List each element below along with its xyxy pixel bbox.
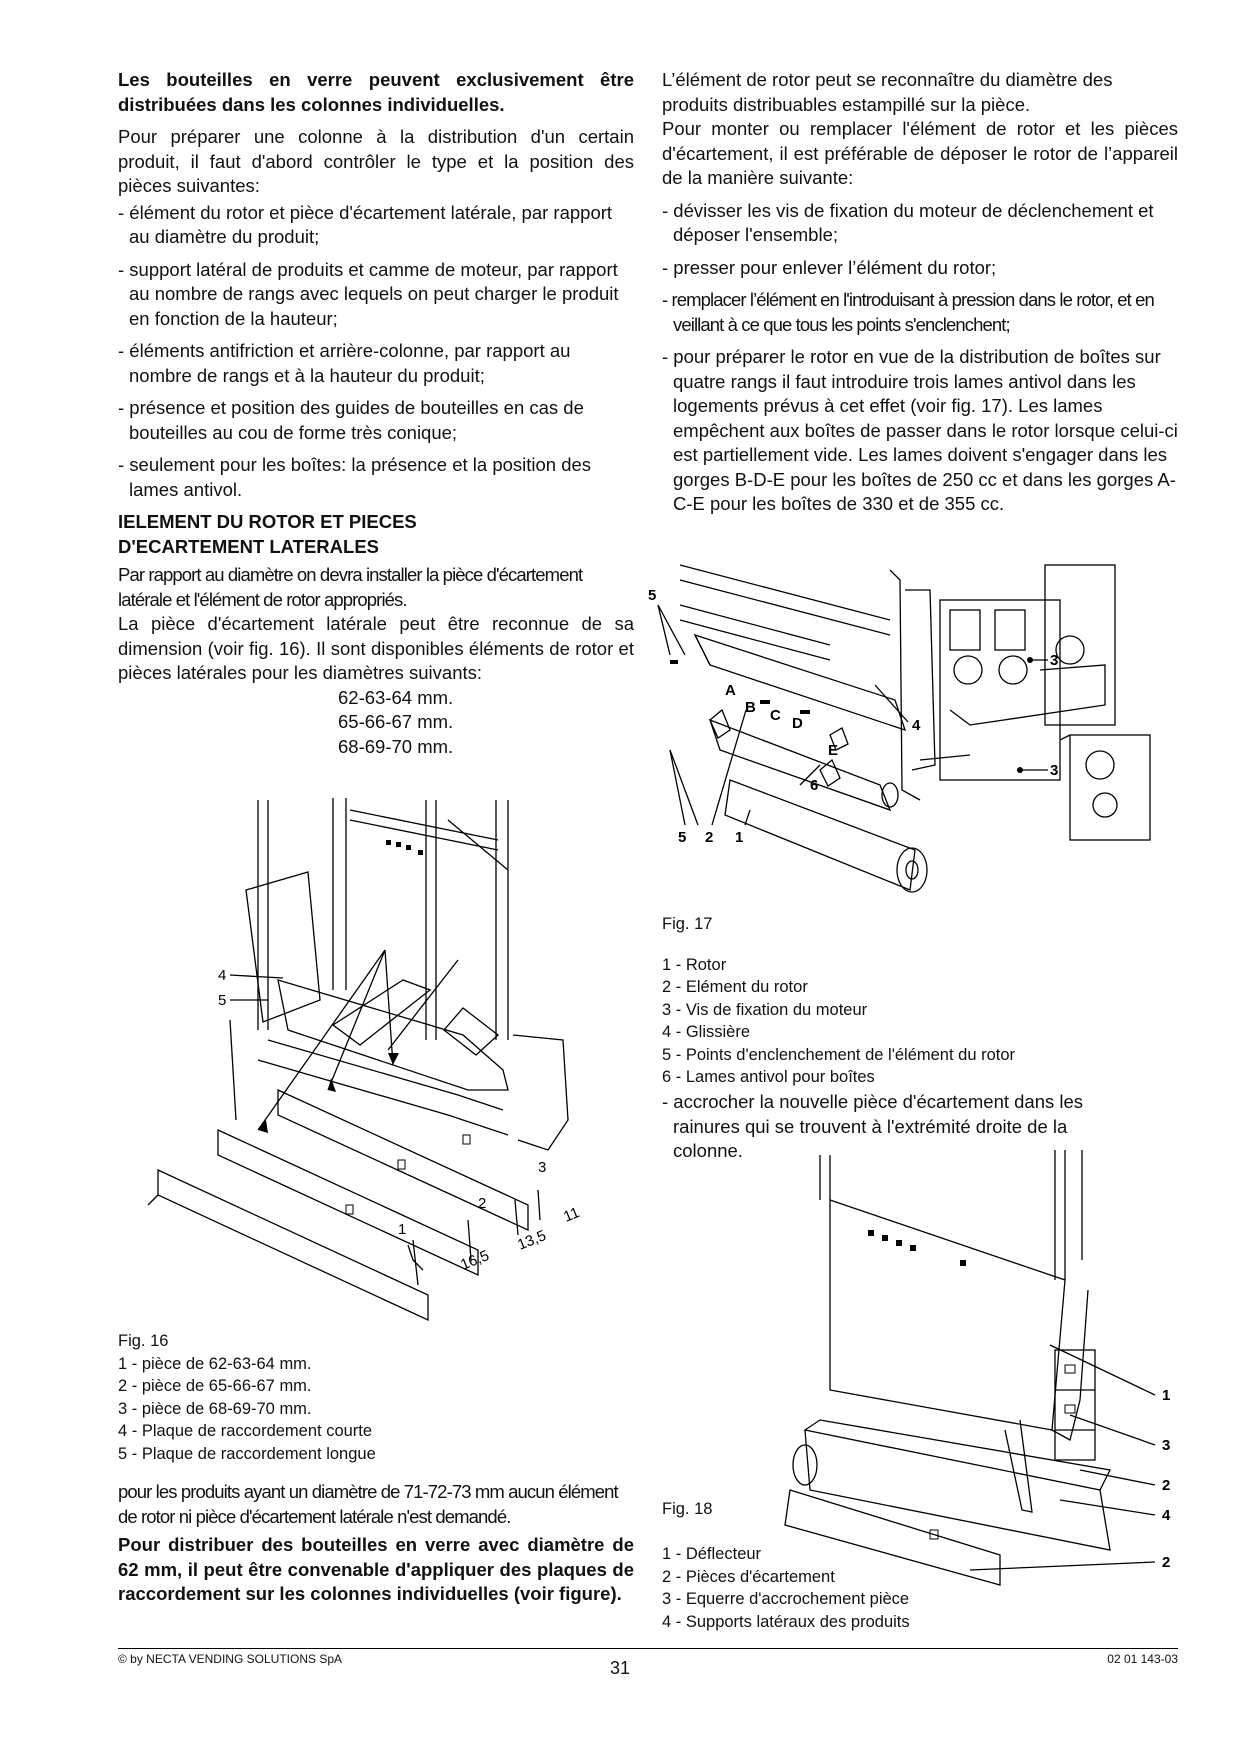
fig17-callout-3-bottom: 3 [1050,762,1059,779]
fig16-callout-3: 3 [538,1159,547,1176]
figure-17-legend [662,913,1122,1089]
legend-item: 3 - pièce de 68-69-70 mm. [118,1399,312,1418]
fig18-callout-3: 3 [1162,1437,1171,1454]
fig17-callout-5-bottom: 5 [678,829,687,846]
figure-16-label: Fig. 16 [118,1332,169,1350]
size-item: 65-66-67 mm. [338,711,454,732]
footer-copyright: © by NECTA VENDING SOLUTIONS SpA [118,1652,343,1666]
legend-item: 1 - Déflecteur [662,1545,762,1563]
bullet-item: - élément du rotor et pièce d'écartement latérale, par rapport au diamètre du produit; [118,201,613,247]
left-bottom-text [118,1480,634,1607]
figure-18-legend [662,1543,1002,1633]
fig18-callout-4: 4 [1162,1507,1171,1524]
bullet-item: - dévisser les vis de fixation du moteur de déclenchement et déposer l'ensemble; [662,199,1154,245]
fig17-callout-1: 1 [735,829,744,846]
size-item: 62-63-64 mm. [338,686,454,708]
paragraph: Par rapport au diamètre on devra installer la pièce d'écartement latérale et l'élément de rotor appropriés. [118,564,583,610]
fig17-callout-4: 4 [912,717,921,734]
paragraph: Pour monter ou remplacer l'élément de rotor et les pièces d'écartement, il est préférable de déposer le rotor de l’appareil de la manière suivante: [662,118,1178,188]
figure-17-label: Fig. 17 [662,915,713,933]
bullet-item: - pour préparer le rotor en vue de la distribution de boîtes sur quatre rangs il faut introduire trois lames antivol dans les logements prévus à cet effet (voir fig. 17). Les lames empêchent aux boîtes de passer dans le rotor lorsque celui-ci est partiellement vide. Les lames doivent s'engager dans les gorges B-D-E pour les boîtes de 250 cc et dans les gorges A-C-E pour les boîtes de 330 et de 355 cc. [662,346,1178,514]
fig17-slot-e: E [828,742,839,759]
fig17-callout-3-top: 3 [1050,652,1059,669]
fig17-callout-2: 2 [705,829,714,846]
legend-item: 1 - Rotor [662,955,727,974]
fig16-dim-13-5: 13,5 [515,1227,549,1254]
fig17-callout-6: 6 [810,777,819,794]
page-number: 31 [609,1658,631,1678]
intro-paragraph: Pour préparer une colonne à la distribution d'un certain produit, il faut d'abord contrôler le type et la position des pièces suivantes: [118,126,634,196]
paragraph: La pièce d'écartement latérale peut être reconnue de sa dimension (voir fig. 16). Il sont disponibles éléments de rotor et pièces latérales pour les diamètres suivants: [118,613,634,683]
fig16-callout-2: 2 [478,1195,487,1212]
legend-item: 2 - pièce de 65-66-67 mm. [118,1377,312,1395]
bullet-item: - présence et position des guides de bouteilles en cas de bouteilles au cou de forme très conique; [118,397,584,443]
fig16-callout-1: 1 [398,1221,407,1238]
legend-item: 1 - pièce de 62-63-64 mm. [118,1354,312,1373]
fig18-callout-2-lower: 2 [1162,1554,1171,1571]
legend-item: 4 - Plaque de raccordement courte [118,1422,373,1440]
section-heading-line-2: D'ECARTEMENT LATERALES [118,535,379,557]
intro-bold: Les bouteilles en verre peuvent exclusivement être distribuées dans les colonnes individuelles. [118,69,634,115]
bullet-item: - accrocher la nouvelle pièce d'écartement dans les rainures qui se trouvent à l'extrémité droite de la colonne. [662,1091,1084,1161]
legend-item: 4 - Glissière [662,1023,751,1041]
fig17-slot-d: D [792,715,803,732]
legend-item: 5 - Plaque de raccordement longue [118,1444,376,1463]
fig18-callout-1: 1 [1162,1387,1171,1404]
figure-18-label-block [662,1498,1002,1521]
left-column [118,68,634,759]
fig16-dim-16-5: 16,5 [458,1247,492,1274]
figure-16-legend [118,1330,458,1465]
legend-item: 2 - Elément du rotor [662,978,808,996]
bullet-item: - seulement pour les boîtes: la présence et la position des lames antivol. [118,454,592,500]
paragraph: pour les produits ayant un diamètre de 71-72-73 mm aucun élément de rotor ni pièce d'écartement latérale n'est demandé. [118,1481,618,1527]
legend-item: 3 - Equerre d'accrochement pièce [662,1590,910,1608]
right-column [662,68,1178,517]
fig17-slot-b: B [745,699,756,716]
legend-item: 4 - Supports latéraux des produits [662,1612,910,1631]
fig18-callout-2-upper: 2 [1162,1477,1171,1494]
bullet-item: - éléments antifriction et arrière-colonne, par rapport au nombre de rangs et à la hauteur du produit; [118,340,571,386]
size-item: 68-69-70 mm. [338,735,454,757]
final-bold: Pour distribuer des bouteilles en verre avec diamètre de 62 mm, il peut être convenable d'appliquer des plaques de raccordement sur les colonnes individuelles (voir figure). [118,1534,634,1604]
fig16-dim-11: 11 [561,1204,582,1226]
paragraph: L’élément de rotor peut se reconnaître du diamètre des produits distribuables estampillé sur la pièce. [662,69,1113,115]
legend-item: 2 - Pièces d'écartement [662,1567,835,1586]
fig16-callout-5: 5 [218,992,227,1009]
footer-rule [118,1648,1178,1649]
section-heading-line-1: IELEMENT DU ROTOR ET PIECES [118,511,417,532]
bullet-item: - remplacer l’élément en l'introduisant à pression dans le rotor, et en veillant à ce que tous les points s'enclenchent; [662,289,1154,335]
footer-doc-code: 02 01 143-03 [1107,1652,1178,1666]
bullet-item: - support latéral de produits et camme de moteur, par rapport au nombre de rangs avec lequels on peut charger le produit en fonction de la hauteur; [118,258,619,329]
bullet-item: - presser pour enlever l’élément du rotor; [662,256,997,278]
fig17-slot-a: A [725,682,736,699]
fig17-slot-c: C [770,707,781,724]
fig17-callout-5-top: 5 [648,587,657,604]
fig16-callout-4: 4 [218,967,227,984]
figure-18 [770,1150,1180,1590]
figure-18-label: Fig. 18 [662,1500,713,1518]
figure-18-drawing [770,1150,1180,1590]
legend-item: 5 - Points d'enclenchement de l'élément du rotor [662,1045,1016,1064]
legend-item: 3 - Vis de fixation du moteur [662,1000,868,1019]
legend-item: 6 - Lames antivol pour boîtes [662,1068,875,1086]
